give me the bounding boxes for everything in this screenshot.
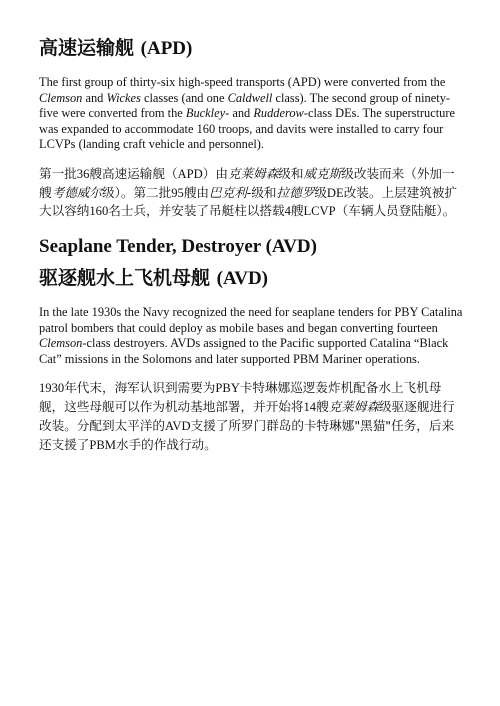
heading-avd-en: Seaplane Tender, Destroyer (AVD) [39, 236, 317, 258]
heading-code: (AVD) [216, 268, 269, 290]
avd-paragraph-cn: 1930年代末，海军认识到需要为PBY卡特琳娜巡逻轰炸机配备水上飞机母舰，这些母舰可以作为机动基地部署，并开始将14艘克莱姆森级驱逐舰进行改装。分配到太平洋的AVD支援了所罗门群岛的卡特琳娜"黑猫"任务，后来还支援了PBM水手的作战行动。 [39, 380, 455, 452]
heading-text: 高速运输舰 [39, 37, 135, 59]
document-page [39, 36, 463, 454]
heading-apd-cn [39, 36, 463, 61]
avd-paragraph-en: In the late 1930s the Navy recognized the need for seaplane tenders for PBY Catalina patrol bombers that could deploy as mobile bases and began converting fourteen Clemson-class destroyers. AVDs assigned to the Pacific supported Catalina “Black Cat” missions in the Solomons and later supported PBM Mariner operations. [39, 305, 463, 366]
heading-avd-cn [39, 266, 463, 291]
apd-paragraph-en: The first group of thirty-six high-speed transports (APD) were converted from the Clemson and Wickes classes (and one Caldwell class). The second group of ninety-five were converted from the Buckley- and Rudderow-class DEs. The superstructure was expanded to accommodate 160 troops, and davits were installed to carry four LCVPs (landing craft vehicle and personnel). [39, 75, 455, 152]
heading-code: (APD) [140, 38, 193, 59]
heading-text: 驱逐舰水上飞机母舰 [39, 267, 211, 290]
apd-paragraph-cn: 第一批36艘高速运输舰（APD）由克莱姆森级和威克斯级改装而来（外加一艘考德威尔级）。第二批95艘由巴克利-级和拉德罗级DE改装。上层建筑被扩大以容纳160名士兵，并安装了吊艇柱以搭载4艘LCVP（车辆人员登陆艇）。 [39, 165, 458, 219]
